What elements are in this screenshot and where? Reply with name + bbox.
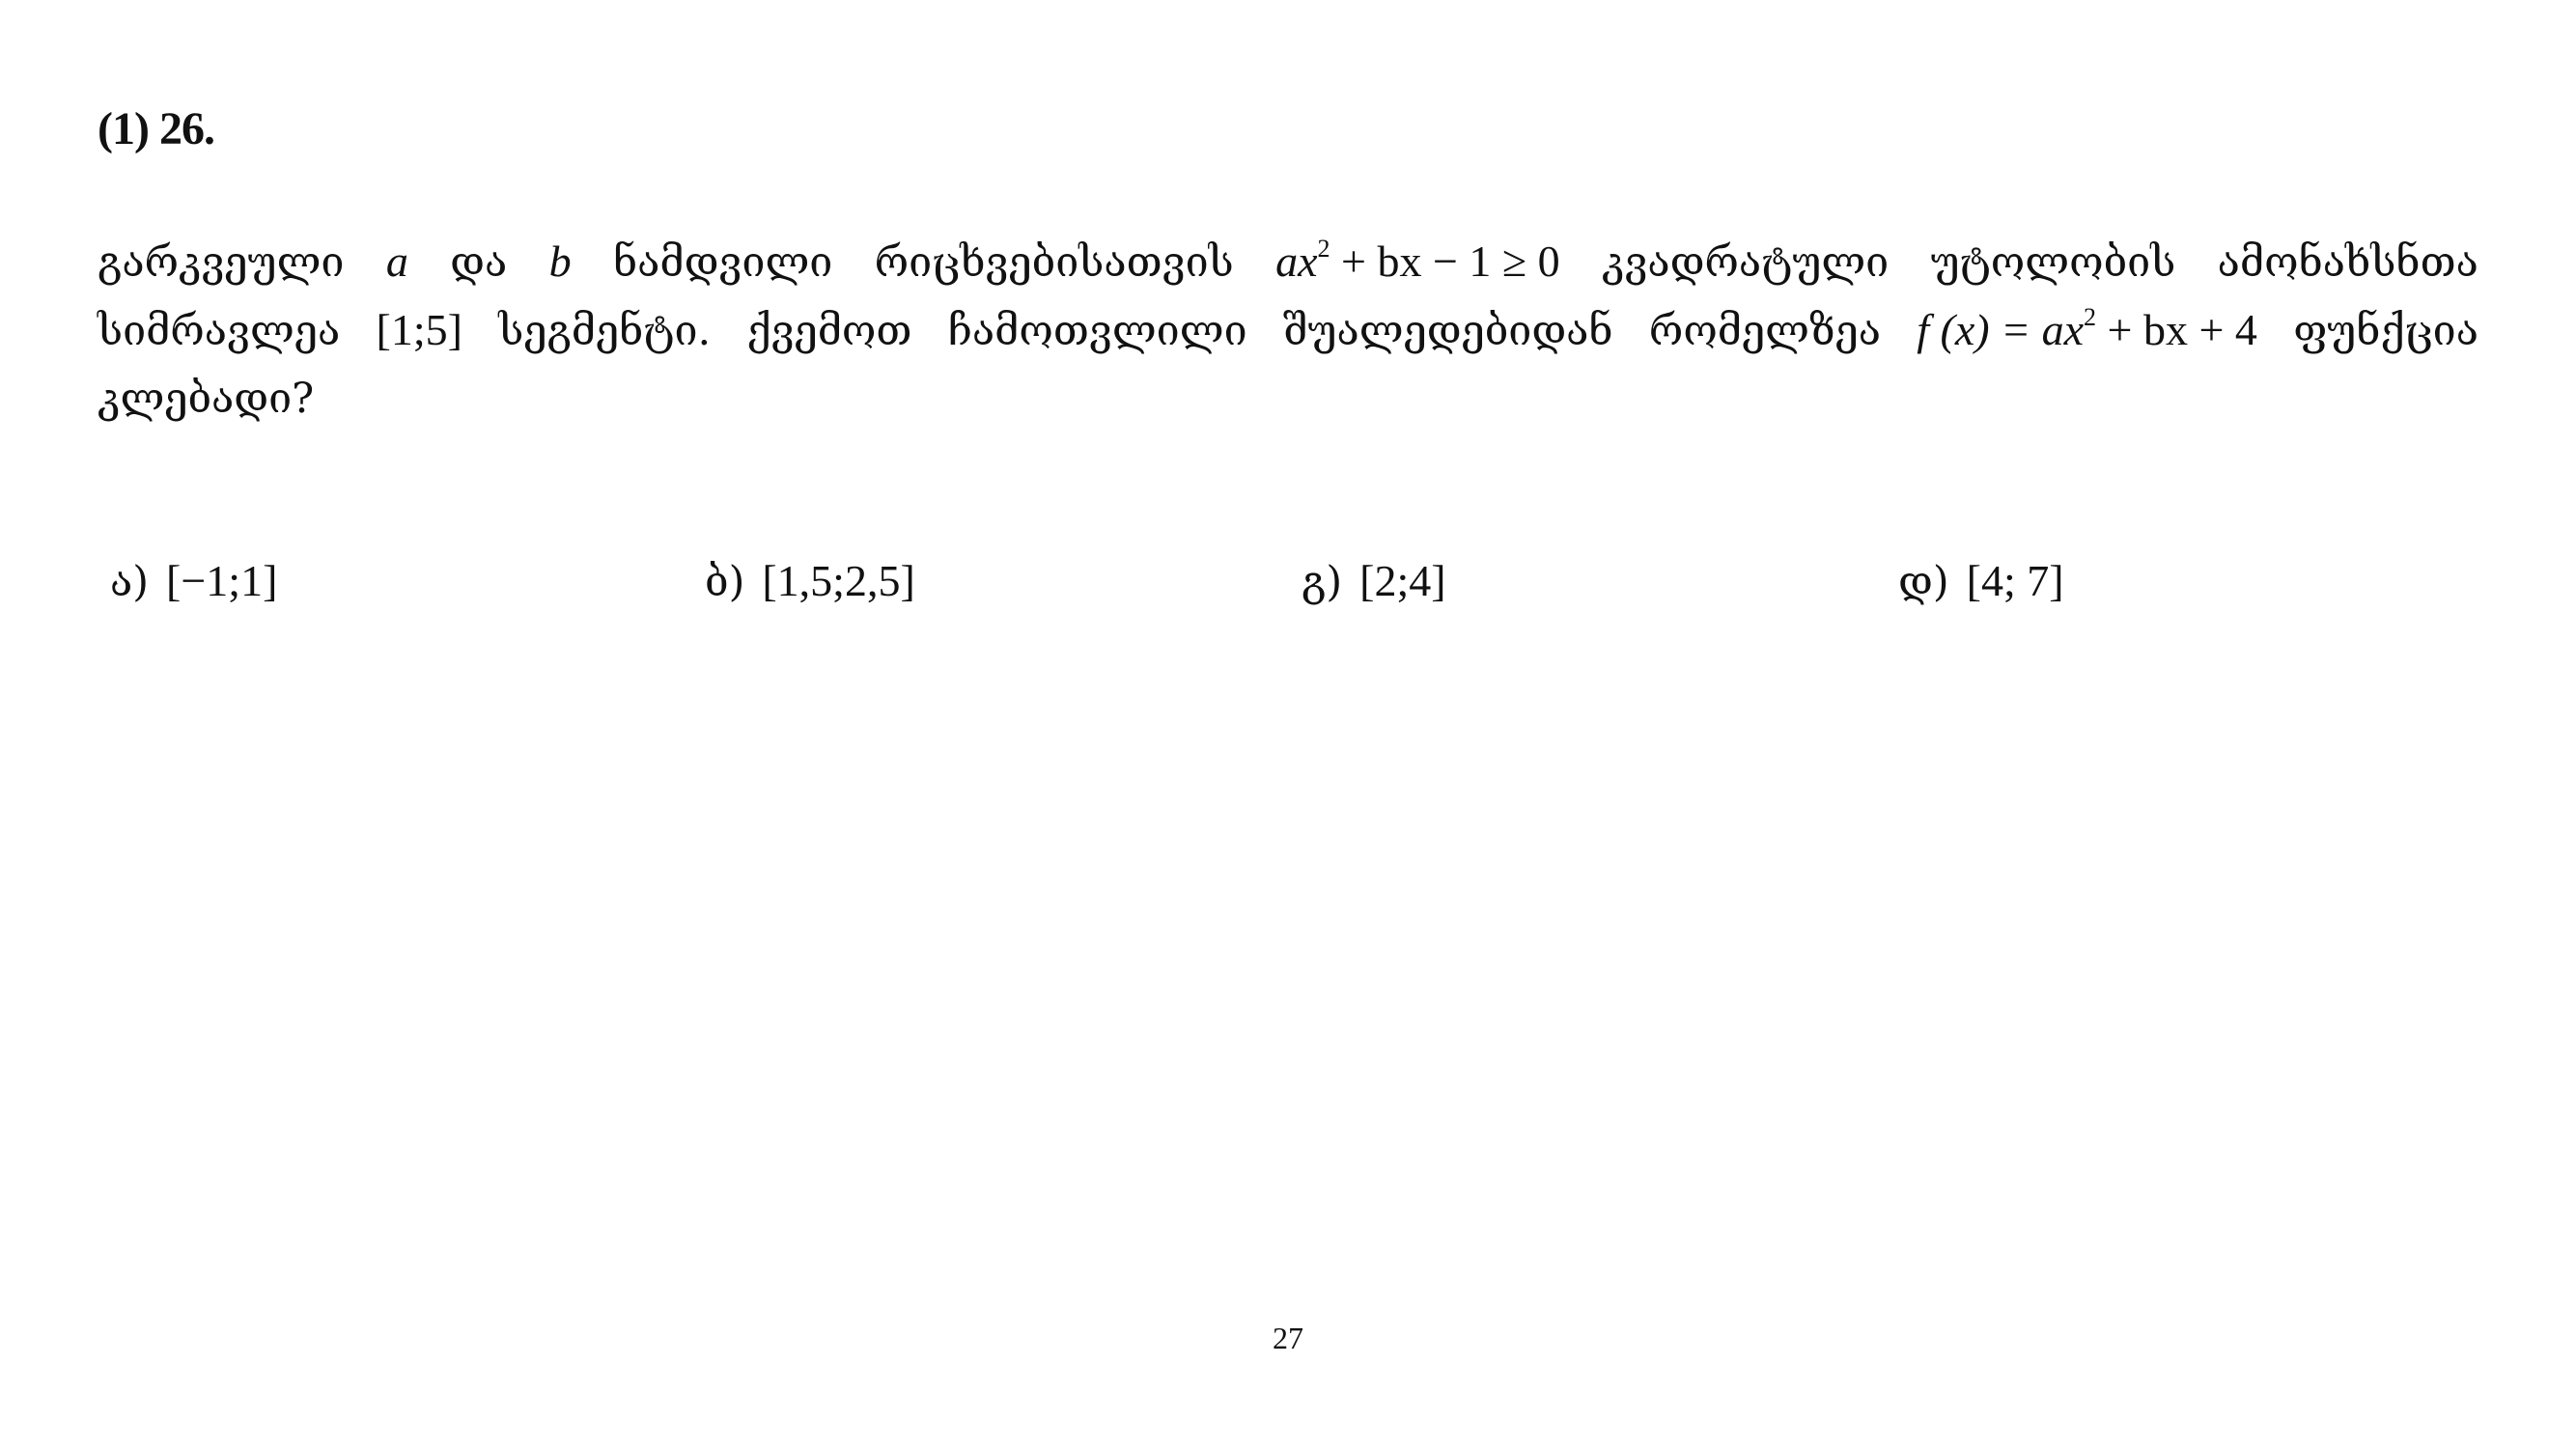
word: სეგმენტი. — [498, 307, 712, 355]
answer-option-g[interactable] — [1302, 555, 1446, 606]
solution-interval: [1;5] — [376, 305, 462, 354]
word: გარკვეული — [98, 238, 345, 287]
option-marker: ა) — [110, 558, 150, 606]
page-number: 27 — [1273, 1321, 1303, 1355]
option-marker: გ) — [1302, 558, 1343, 606]
answer-option-b[interactable] — [705, 555, 915, 606]
word: ჩამოთვლილი — [947, 307, 1247, 355]
option-marker: ბ) — [705, 558, 745, 606]
word: რომელზეა — [1648, 307, 1881, 355]
word: და — [450, 238, 508, 287]
option-value: [−1;1] — [166, 556, 278, 605]
word: ამონახსნთა — [2217, 238, 2478, 287]
word: კლებადი? — [98, 375, 315, 423]
option-marker: დ) — [1898, 558, 1949, 606]
option-value: [1,5;2,5] — [762, 556, 915, 605]
answer-options — [110, 555, 2524, 623]
variable-a: a — [385, 237, 408, 286]
problem-line-2 — [98, 296, 2478, 365]
word: კვადრატული — [1601, 238, 1890, 287]
word: ნამდვილი — [612, 238, 833, 287]
word: ფუნქცია — [2293, 307, 2478, 355]
word: უტოლობის — [1930, 238, 2176, 287]
problem-statement — [98, 228, 2478, 432]
option-value: [4; 7] — [1966, 556, 2064, 605]
word: შუალედებიდან — [1282, 307, 1613, 355]
answer-option-d[interactable] — [1898, 555, 2064, 606]
option-value: [2;4] — [1359, 556, 1446, 605]
word: ქვემოთ — [746, 307, 912, 355]
inequality-formula: $ax^2$ + bx − 1 ≥ 0 — [1275, 235, 1560, 286]
word: რიცხვებისათვის — [874, 238, 1234, 287]
problem-number: (1) 26. — [98, 103, 214, 154]
word: სიმრავლეა — [98, 307, 341, 355]
problem-line-1 — [98, 228, 2478, 296]
variable-b: b — [548, 237, 572, 286]
problem-line-3 — [98, 365, 2478, 432]
answer-option-a[interactable] — [110, 555, 277, 606]
function-formula: f $(x) = ax^2$ + bx + 4 — [1917, 303, 2257, 354]
